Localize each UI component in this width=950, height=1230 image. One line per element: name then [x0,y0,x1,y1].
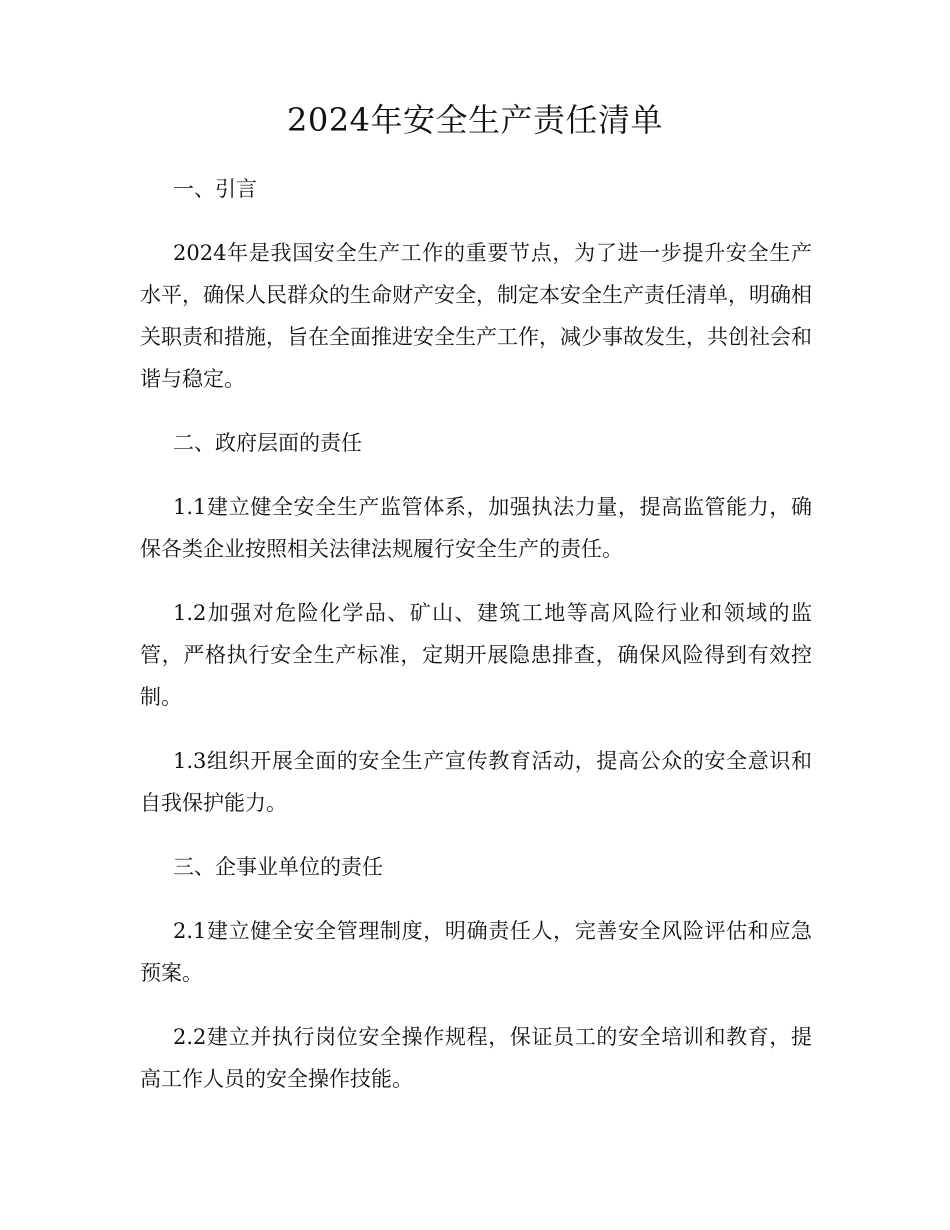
paragraph-item-1-2: 1.2加强对危险化学品、矿山、建筑工地等高风险行业和领域的监管，严格执行安全生产标准，定期开展隐患排查，确保风险得到有效控制。 [140,601,812,709]
section-heading-introduction: 一、引言 [173,177,257,201]
document-title: 2024年安全生产责任清单 [287,101,663,139]
document-body [140,168,812,1122]
section-heading-enterprise: 三、企事业单位的责任 [173,855,383,879]
section-heading-government: 二、政府层面的责任 [173,431,362,455]
paragraph-introduction: 2024年是我国安全生产工作的重要节点，为了进一步提升安全生产水平，确保人民群众的生命财产安全，制定本安全生产责任清单，明确相关职责和措施，旨在全面推进安全生产工作，减少事故发生，共创社会和谐与稳定。 [140,241,812,391]
paragraph-item-2-2: 2.2建立并执行岗位安全操作规程，保证员工的安全培训和教育，提高工作人员的安全操作技能。 [140,1025,812,1091]
paragraph-item-2-1: 2.1建立健全安全管理制度，明确责任人，完善安全风险评估和应急预案。 [140,919,812,985]
paragraph-item-1-3: 1.3组织开展全面的安全生产宣传教育活动，提高公众的安全意识和自我保护能力。 [140,749,812,815]
paragraph-item-1-1: 1.1建立健全安全生产监管体系，加强执法力量，提高监管能力，确保各类企业按照相关法律法规履行安全生产的责任。 [140,495,812,561]
